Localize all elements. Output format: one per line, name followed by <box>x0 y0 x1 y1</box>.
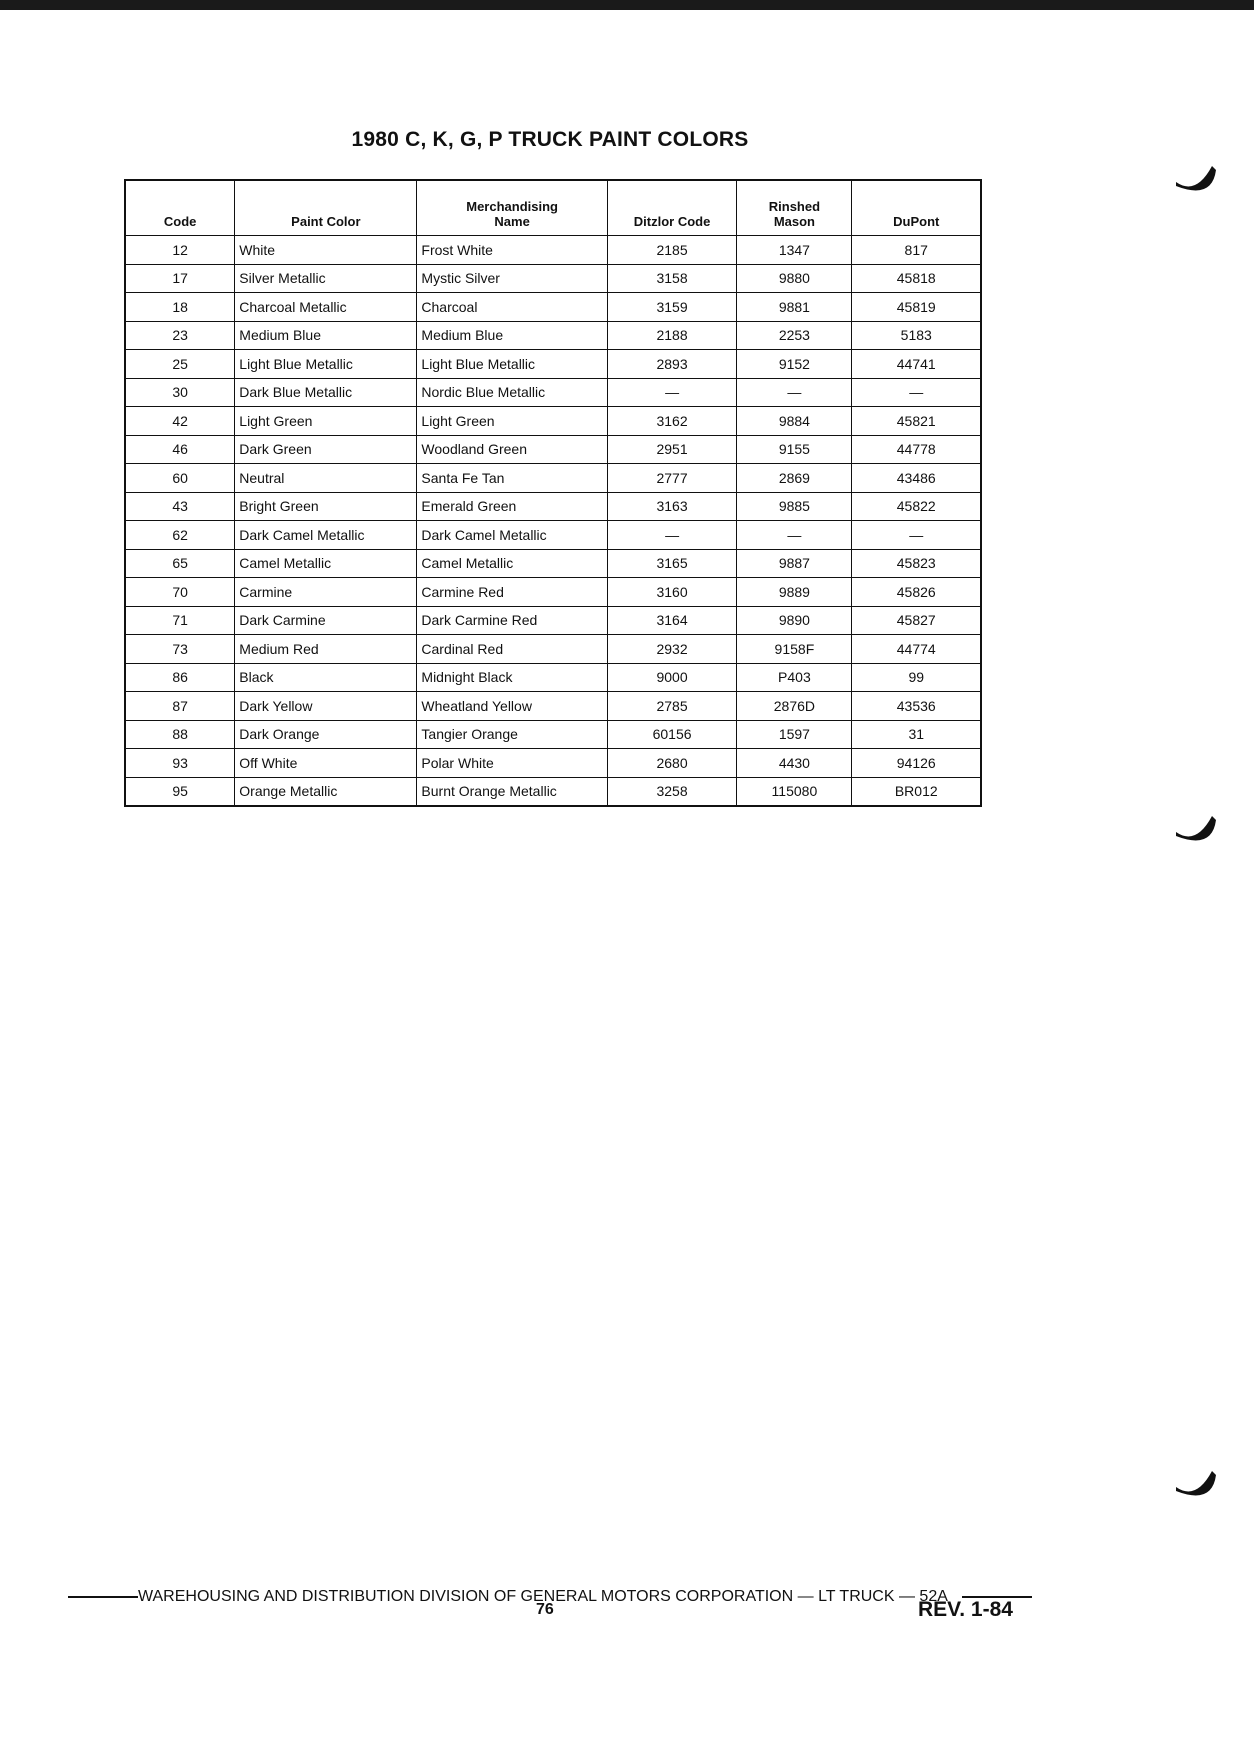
cell-merchandising-name: Mystic Silver <box>417 264 607 293</box>
cell-rinshed-mason: 1347 <box>737 236 852 265</box>
table-row <box>125 435 981 464</box>
table-row <box>125 350 981 379</box>
table-row <box>125 692 981 721</box>
cell-rinshed-mason: 9155 <box>737 435 852 464</box>
cell-code: 95 <box>125 777 235 806</box>
cell-code: 73 <box>125 635 235 664</box>
cell-dupont: 94126 <box>852 749 981 778</box>
cell-ditzlor-code: 3164 <box>607 606 737 635</box>
cell-code: 87 <box>125 692 235 721</box>
cell-paint-color: Neutral <box>235 464 417 493</box>
cell-dupont: 44741 <box>852 350 981 379</box>
cell-paint-color: Silver Metallic <box>235 264 417 293</box>
cell-rinshed-mason: 1597 <box>737 720 852 749</box>
table-row <box>125 720 981 749</box>
cell-rinshed-mason: 9152 <box>737 350 852 379</box>
cell-code: 65 <box>125 549 235 578</box>
header-merchandising-name <box>417 180 607 236</box>
cell-paint-color: White <box>235 236 417 265</box>
cell-rinshed-mason: 9885 <box>737 492 852 521</box>
cell-ditzlor-code: 2951 <box>607 435 737 464</box>
cell-merchandising-name: Midnight Black <box>417 663 607 692</box>
cell-ditzlor-code: 2777 <box>607 464 737 493</box>
cell-ditzlor-code: 2932 <box>607 635 737 664</box>
cell-dupont: — <box>852 378 981 407</box>
cell-dupont: 99 <box>852 663 981 692</box>
cell-rinshed-mason: — <box>737 378 852 407</box>
cell-code: 25 <box>125 350 235 379</box>
cell-merchandising-name: Polar White <box>417 749 607 778</box>
cell-ditzlor-code: 3165 <box>607 549 737 578</box>
cell-rinshed-mason: P403 <box>737 663 852 692</box>
cell-ditzlor-code: 2185 <box>607 236 737 265</box>
cell-merchandising-name: Light Blue Metallic <box>417 350 607 379</box>
cell-rinshed-mason: 4430 <box>737 749 852 778</box>
cell-merchandising-name: Dark Camel Metallic <box>417 521 607 550</box>
cell-ditzlor-code: 9000 <box>607 663 737 692</box>
footer-dash-left <box>68 1596 138 1598</box>
cell-dupont: 31 <box>852 720 981 749</box>
binder-hook-mark-top <box>1172 160 1218 206</box>
cell-code: 12 <box>125 236 235 265</box>
cell-rinshed-mason: 9881 <box>737 293 852 322</box>
cell-paint-color: Light Green <box>235 407 417 436</box>
table-row <box>125 321 981 350</box>
cell-code: 43 <box>125 492 235 521</box>
binder-hook-mark-middle <box>1172 810 1218 856</box>
header-rinshed-line2: Mason <box>773 214 815 229</box>
cell-code: 18 <box>125 293 235 322</box>
table-row <box>125 407 981 436</box>
page-title: 1980 C, K, G, P TRUCK PAINT COLORS <box>351 128 749 151</box>
cell-paint-color: Orange Metallic <box>235 777 417 806</box>
header-merch-line2: Name <box>494 214 530 229</box>
cell-ditzlor-code: 60156 <box>607 720 737 749</box>
cell-rinshed-mason: 9887 <box>737 549 852 578</box>
binder-hook-mark-bottom <box>1172 1465 1218 1511</box>
table-row <box>125 236 981 265</box>
cell-ditzlor-code: 2893 <box>607 350 737 379</box>
cell-dupont: BR012 <box>852 777 981 806</box>
header-paint-color: Paint Color <box>235 180 417 236</box>
cell-ditzlor-code: 3159 <box>607 293 737 322</box>
header-dupont: DuPont <box>852 180 981 236</box>
cell-code: 70 <box>125 578 235 607</box>
cell-paint-color: Camel Metallic <box>235 549 417 578</box>
cell-code: 62 <box>125 521 235 550</box>
cell-code: 93 <box>125 749 235 778</box>
table-row <box>125 777 981 806</box>
cell-merchandising-name: Burnt Orange Metallic <box>417 777 607 806</box>
cell-code: 30 <box>125 378 235 407</box>
cell-merchandising-name: Cardinal Red <box>417 635 607 664</box>
cell-merchandising-name: Carmine Red <box>417 578 607 607</box>
header-code: Code <box>125 180 235 236</box>
cell-merchandising-name: Light Green <box>417 407 607 436</box>
cell-dupont: 45826 <box>852 578 981 607</box>
cell-merchandising-name: Wheatland Yellow <box>417 692 607 721</box>
table-row <box>125 749 981 778</box>
cell-merchandising-name: Medium Blue <box>417 321 607 350</box>
cell-merchandising-name: Tangier Orange <box>417 720 607 749</box>
cell-code: 86 <box>125 663 235 692</box>
cell-code: 46 <box>125 435 235 464</box>
cell-ditzlor-code: 3163 <box>607 492 737 521</box>
cell-code: 23 <box>125 321 235 350</box>
cell-merchandising-name: Santa Fe Tan <box>417 464 607 493</box>
table-row <box>125 521 981 550</box>
table-row <box>125 663 981 692</box>
table-row <box>125 293 981 322</box>
cell-rinshed-mason: 9889 <box>737 578 852 607</box>
cell-dupont: 45821 <box>852 407 981 436</box>
cell-paint-color: Carmine <box>235 578 417 607</box>
cell-paint-color: Dark Orange <box>235 720 417 749</box>
cell-rinshed-mason: 9158F <box>737 635 852 664</box>
cell-paint-color: Off White <box>235 749 417 778</box>
table-row <box>125 264 981 293</box>
cell-rinshed-mason: 9884 <box>737 407 852 436</box>
table-row <box>125 606 981 635</box>
cell-dupont: 43486 <box>852 464 981 493</box>
table-row <box>125 378 981 407</box>
cell-ditzlor-code: 3160 <box>607 578 737 607</box>
cell-merchandising-name: Emerald Green <box>417 492 607 521</box>
cell-ditzlor-code: 2785 <box>607 692 737 721</box>
cell-rinshed-mason: — <box>737 521 852 550</box>
cell-code: 17 <box>125 264 235 293</box>
cell-ditzlor-code: 3162 <box>607 407 737 436</box>
cell-dupont: — <box>852 521 981 550</box>
cell-rinshed-mason: 2876D <box>737 692 852 721</box>
cell-dupont: 817 <box>852 236 981 265</box>
cell-paint-color: Medium Blue <box>235 321 417 350</box>
cell-ditzlor-code: 3158 <box>607 264 737 293</box>
cell-dupont: 5183 <box>852 321 981 350</box>
cell-dupont: 45818 <box>852 264 981 293</box>
cell-code: 88 <box>125 720 235 749</box>
cell-ditzlor-code: 3258 <box>607 777 737 806</box>
header-rinshed-line1: Rinshed <box>768 199 821 214</box>
cell-merchandising-name: Camel Metallic <box>417 549 607 578</box>
cell-code: 60 <box>125 464 235 493</box>
table-header-row <box>125 180 981 236</box>
table-row <box>125 578 981 607</box>
table-row <box>125 464 981 493</box>
cell-code: 71 <box>125 606 235 635</box>
cell-rinshed-mason: 2869 <box>737 464 852 493</box>
cell-ditzlor-code: — <box>607 378 737 407</box>
header-ditzlor-code: Ditzlor Code <box>607 180 737 236</box>
cell-paint-color: Dark Yellow <box>235 692 417 721</box>
cell-code: 42 <box>125 407 235 436</box>
cell-merchandising-name: Nordic Blue Metallic <box>417 378 607 407</box>
cell-paint-color: Dark Carmine <box>235 606 417 635</box>
cell-ditzlor-code: 2188 <box>607 321 737 350</box>
cell-rinshed-mason: 115080 <box>737 777 852 806</box>
cell-dupont: 45827 <box>852 606 981 635</box>
cell-paint-color: Bright Green <box>235 492 417 521</box>
cell-merchandising-name: Charcoal <box>417 293 607 322</box>
cell-dupont: 45819 <box>852 293 981 322</box>
footer-text: WAREHOUSING AND DISTRIBUTION DIVISION OF GENERAL MOTORS CORPORATION — LT TRUCK — 52A <box>138 1588 948 1605</box>
cell-ditzlor-code: — <box>607 521 737 550</box>
cell-ditzlor-code: 2680 <box>607 749 737 778</box>
table-row <box>125 549 981 578</box>
cell-dupont: 44778 <box>852 435 981 464</box>
cell-rinshed-mason: 9880 <box>737 264 852 293</box>
page-number: 76 <box>536 1601 554 1618</box>
cell-paint-color: Medium Red <box>235 635 417 664</box>
cell-merchandising-name: Woodland Green <box>417 435 607 464</box>
cell-dupont: 43536 <box>852 692 981 721</box>
cell-paint-color: Dark Camel Metallic <box>235 521 417 550</box>
top-border-rule <box>0 0 1254 10</box>
cell-dupont: 45822 <box>852 492 981 521</box>
cell-paint-color: Dark Green <box>235 435 417 464</box>
cell-dupont: 45823 <box>852 549 981 578</box>
table-row <box>125 492 981 521</box>
cell-rinshed-mason: 9890 <box>737 606 852 635</box>
cell-paint-color: Charcoal Metallic <box>235 293 417 322</box>
table-row <box>125 635 981 664</box>
revision-label: REV. 1-84 <box>918 1598 1013 1621</box>
cell-paint-color: Dark Blue Metallic <box>235 378 417 407</box>
paint-colors-table <box>124 179 982 807</box>
cell-rinshed-mason: 2253 <box>737 321 852 350</box>
cell-dupont: 44774 <box>852 635 981 664</box>
cell-paint-color: Light Blue Metallic <box>235 350 417 379</box>
header-merch-line1: Merchandising <box>466 199 558 214</box>
cell-paint-color: Black <box>235 663 417 692</box>
cell-merchandising-name: Frost White <box>417 236 607 265</box>
header-rinshed-mason <box>737 180 852 236</box>
cell-merchandising-name: Dark Carmine Red <box>417 606 607 635</box>
